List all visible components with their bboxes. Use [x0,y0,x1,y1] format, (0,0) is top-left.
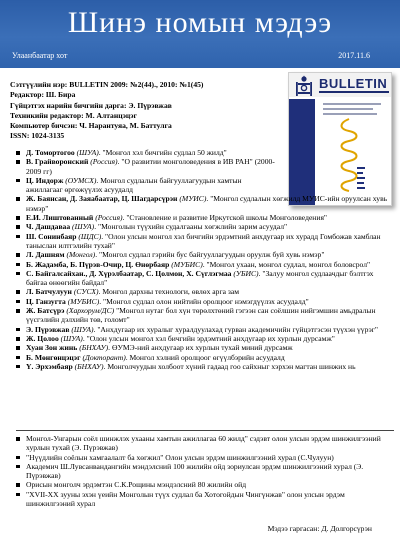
list-item: Л. Дашням (Монгол). "Монгол судлал гэрийн бус байгууллагуудын оруулж буй хувь нэмэр" [16,250,394,259]
publication-meta [10,80,250,142]
list-item: Ц. Индорж (ОУМСХ). Монгол судлалын байгууллагуудын хамтын ажиллагааг өргөжүүлэх асуудалд [16,176,278,195]
list-item: Б. Жадамба, Б. Пүрэв-Очир, Ц. Өнөрбаяр (МУБИС). "Монгол ухаан, монгол судлал, монгол боловсрол" [16,260,394,269]
city-label: Улаанбаатар хот [12,51,68,60]
list-item: Ү. Эрхэмбаяр (БНХАУ). Монголчуудын холбоот хүний гадаад гоо сайхныг хэрхэн магтан шинжих нь [16,362,394,371]
list-item: Е.И. Лиштованный (Россия). "Становление и развитие Иркутской школы Монголоведения" [16,213,394,222]
header-banner [0,0,400,68]
meta-journal: Сэтгүүлийн нэр: BULLETIN 2009: №2(44)., 2010: №1(45) [10,80,204,89]
date-label: 2017.11.6 [338,51,370,60]
list-item: Ш. Сонинбаяр (ШДС). "Олон улсын монгол хэл бичгийн эрдэмтний анхдугаар их хурадд Гомбожав хамблан таныслан илтгэлийн тухай" [16,232,394,251]
meta-tech-editor: Техникийн редактор: М. Алтанцэцэг [10,110,137,120]
list-item: Хуан Зон жинь (БНХАУ). ӨУМЭ-ний анхдугаар их хурлын тухай миний дурсамж [16,343,394,352]
meta-secretary: Гүйцэтгэх нарийн бичгийн дарга: Э. Пүрэвжав [10,100,172,110]
list-item: Б. Мөнгөнцэцэг (Докторант). Монгол хэлний оролцоог өгүүлбэрийн асуудалд [16,353,394,362]
list-item: Академич Ш.Лувсанвандангийн мэндэлсний 100 жилийн ойд зориулсан эрдэм шинжилгээний хурал (Э. Пүрэвжав) [16,462,388,481]
list-item: "Нүүдлийн соёлын хамгаалалт ба хөгжил" Олон улсын эрдэм шинжилгээний хурал (С.Чулуун) [16,453,388,462]
list-item: Ж. Цолоо (ШУА). "Олон улсын монгол хэл бичгийн эрдэмтний анхдугаар их хурлын дурсамж" [16,334,394,343]
article-list [16,148,394,371]
list-item: С. Байгалсайхан., Д. Хүрэлбаатар, С. Цолмон, Х. Сүглэгмаа (УБИС). "Залуу монгол судлаачдыг бэлтгэх байгаа өнөөгийн байдал" [16,269,394,288]
list-item: Ж. Батсүрэ (Хархорум/ДС) "Монгол нутаг бол хүн төрөлхтөний гэгээн сан соёлшин нийгэмшин амьдралын үүсгэлийн дэлхийн төв, голомт" [16,306,394,325]
meta-issn: ISSN: 1024-3135 [10,131,65,141]
meta-typesetter: Компьютер бичсэн: Ч. Нарантуяа, М. Баттулга [10,121,172,131]
compiler-credit: Мэдээ гаргасан: Д. Долгорсүрэн [267,524,372,533]
meta-editor: Редактор: Ш. Бира [10,90,76,100]
list-item: Монгол-Унгарын соёл шинжлэх ухааны хамтын ажиллагаа 60 жилд" сэдэвт олон улсын эрдэм шинжилгээний хурлын тухай (Э. Пүрэвжав) [16,434,388,453]
list-item: В. Грайворонский (Россия). "О развитии монголоведения в ИВ РАН" (2000-2009 гг) [16,157,278,176]
event-list [16,434,388,508]
list-item: Л. Батчулуун (СУСХ). Монгол дархны технологи, өвлөх арга зам [16,287,394,296]
list-item: Ч. Дашдаваа (ШУА). "Монголын түүхийн судалгааны хөгжлийн зарим асуудал" [16,222,394,231]
list-item: Ж. Баянсан, Д. Заяабаатар, Ц. Шагдарсүрэн (МУИС). "Монгол судлалын хөгжилд МУИС-ийн оруулсан хувь нэмэр" [16,194,394,213]
cover-underline [319,91,389,93]
list-item: Ц. Ганзугта (МУБИС). "Монгол судлал олон нийтийн оролцоог нэмэгдүүлэх асуудалд" [16,297,394,306]
list-item: Д. Томортогоо (ШУА). "Монгол хэл бичгийн судлал 50 жилд" [16,148,278,157]
list-item: Орисын монголч эрдэмтэн С.К.Рощины мэндэлсний 80 жилийн ойд [16,480,388,489]
list-item: "XVII-XX зууны эхэн үеийн Монголын түүх судлал ба Хотогойдын Чингүнжав" олон улсын эрдэм шинжилгээний хурал [16,490,388,509]
page-title: Шинэ номын мэдээ [67,6,333,39]
cover-brand: BULLETIN [319,76,388,91]
list-item: Э. Пүрэвжав (ШУА). "Анхдугаар их хуралыг хуралдуулахад гурван академичийн гүйцэтгэсэн түүхэн үүрэг" [16,325,394,334]
soyombo-icon [293,75,315,99]
section-divider [16,430,394,431]
